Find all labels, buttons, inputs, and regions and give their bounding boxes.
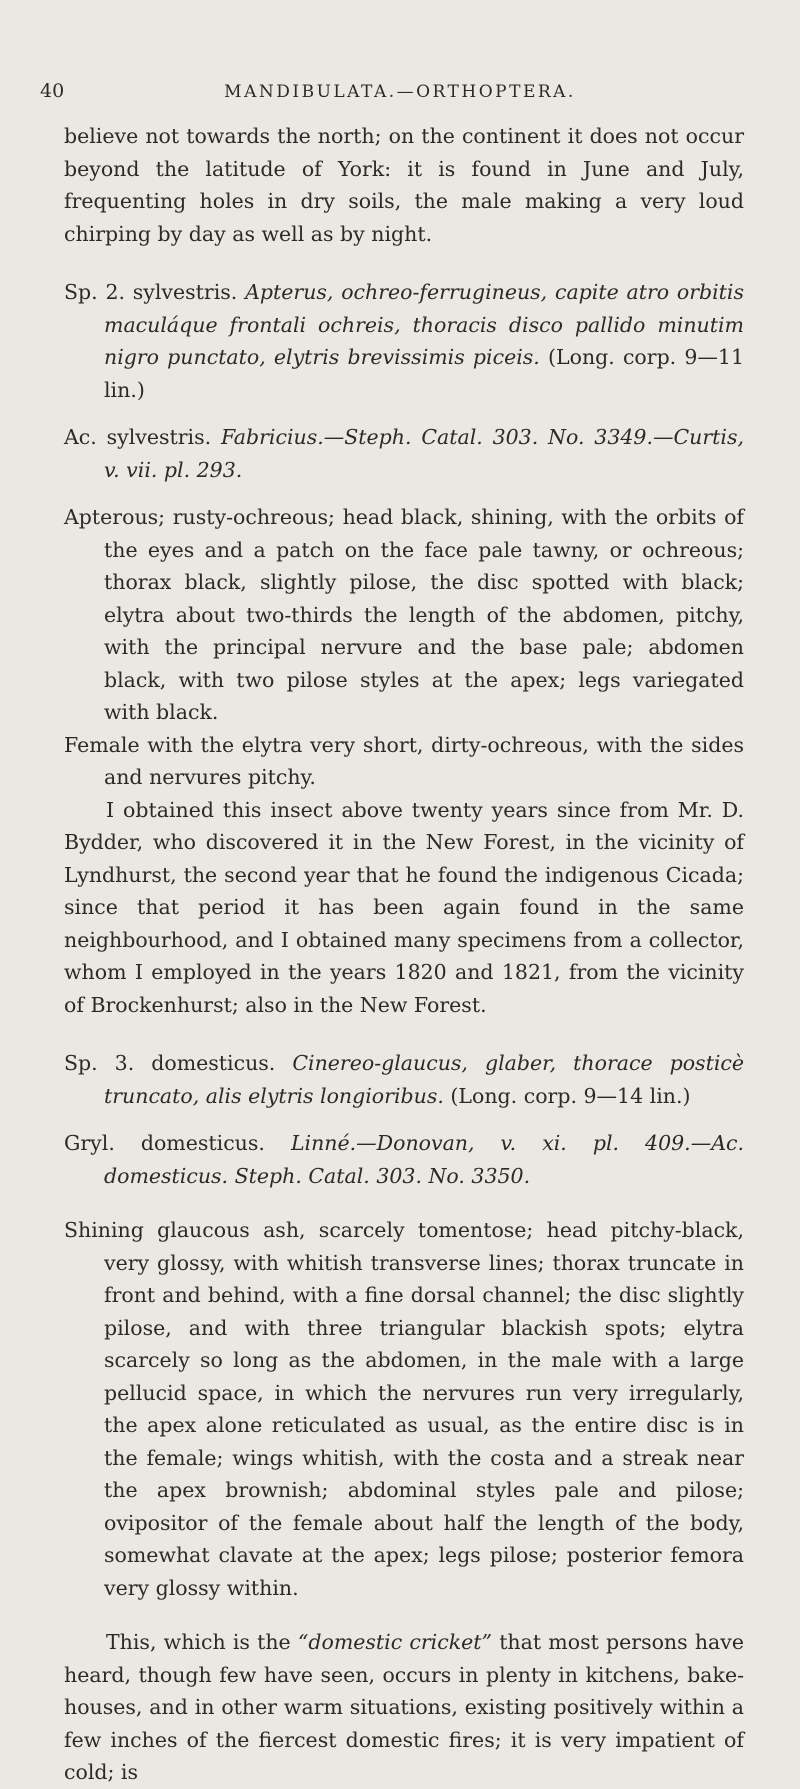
body-length: (Long. corp. 9—11 lin.) [104,345,744,402]
species-domesticus-description: Shining glaucous ash, scarcely tomentose; head pitchy-black, very glossy, with whitish transverse lines; thorax truncate in front and behind, with a fine dorsal channel; the disc slightly pilose, and with three triangular blackish spots; elytra scarcely so long as the abdomen, in the male with a large pellucid space, in which the nervures run very irregularly, the apex alone reticulated as usual, as the entire disc is in the female; wings whitish, with the costa and a streak near the apex brownish; abdominal styles pale and pilose; ovipositor of the female about half the length of the body, somewhat clavate at the apex; legs pilose; posterior femora very glossy within. [64,1218,744,1600]
latin-diagnosis: Cinereo-glaucus, glaber, thorace posticè truncato, alis elytris longioribus. [104,1051,744,1108]
running-title: MANDIBULATA.—ORTHOPTERA. [224,82,576,102]
latin-diagnosis: Apterus, ochreo-ferrugineus, capite atro orbitis maculáque frontali ochreis, thoracis disco pallido minutim nigro punctato, elytris brevissimis piceis. [104,280,744,369]
species-sylvestris-diagnosis [64,276,744,406]
page-body [64,120,744,1789]
species-heading: Sp. 3. domesticus. [64,1051,276,1075]
common-name: “domestic cricket” [297,1630,492,1654]
species-domesticus-note [64,1626,744,1789]
body-length: (Long. corp. 9—14 lin.) [450,1083,691,1108]
species-sylvestris-description: Apterous; rusty-ochreous; head black, shining, with the orbits of the eyes and a patch on the face pale tawny, or ochreous; thorax black, slightly pilose, the disc spotted with black; elytra about two-thirds the length of the abdomen, pitchy, with the principal nervure and the base pale; abdomen black, with two pilose styles at the apex; legs variegated with black. [64,505,744,724]
synonym-reference: Fabricius.—Steph. Catal. 303. No. 3349.—Curtis, v. vii. pl. 293. [104,425,744,482]
species-sylvestris-synonymy [64,421,744,486]
species-sylvestris-note: I obtained this insect above twenty years since from Mr. D. Bydder, who discovered it in the New Forest, in the vicinity of Lyndhurst, the second year that he found the indigenous Cicada; since that period it has been again found in the same neighbourhood, and I obtained many specimens from a collector, whom I employed in the years 1820 and 1821, from the vicinity of Brockenhurst; also in the New Forest. [64,797,744,1017]
paragraph-continuation: believe not towards the north; on the continent it does not occur beyond the latitude of York: it is found in June and July, frequenting holes in dry soils, the male making a very loud chirping by day as well as by night. [64,124,744,246]
species-domesticus-diagnosis [64,1047,744,1112]
page-header [40,80,760,110]
synonym-name: Ac. sylvestris. [64,425,212,449]
note-text: that most persons have heard, though few have seen, occurs in plenty in kitchens, bake-houses, and in other warm situations, existing positively within a few inches of the fiercest domestic fires; it is very impatient of cold; is [64,1630,744,1784]
synonym-reference: Linné.—Donovan, v. xi. pl. 409.—Ac. domesticus. Steph. Catal. 303. No. 3350. [104,1131,744,1188]
species-heading: Sp. 2. sylvestris. [64,280,238,304]
species-domesticus-synonymy [64,1127,744,1192]
species-sylvestris-female: Female with the elytra very short, dirty-ochreous, with the sides and nervures pitchy. [64,732,744,789]
synonym-name: Gryl. domesticus. [64,1131,265,1155]
note-text: This, which is the [106,1630,298,1654]
page-number: 40 [40,80,65,102]
